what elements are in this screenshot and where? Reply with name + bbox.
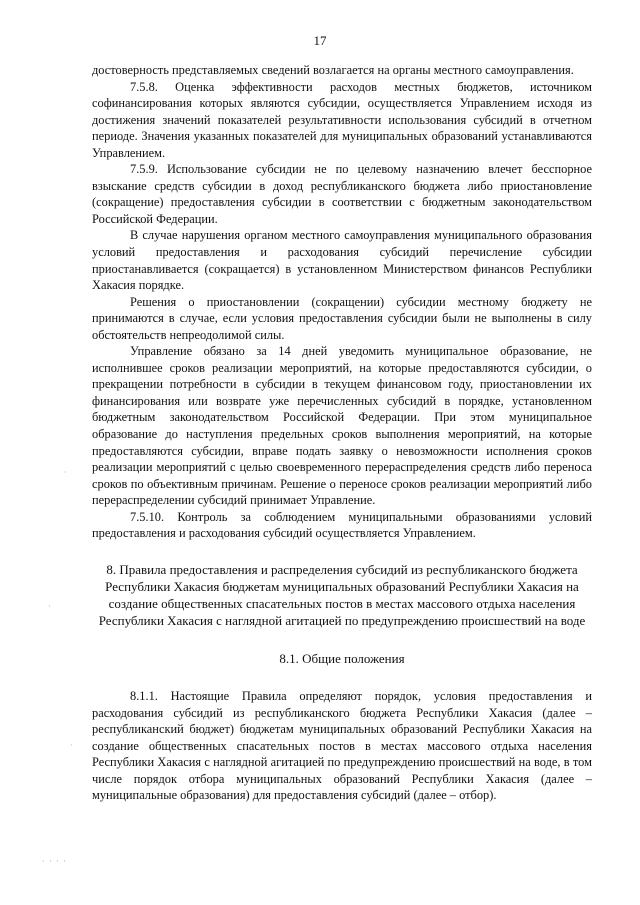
margin-dot: · [64,468,67,477]
paragraph-continuation: достоверность представляемых сведений возлагается на органы местного самоуправления. [92,63,574,77]
paragraph-7-5-9: 7.5.9. Использование субсидии не по целевому назначению влечет бесспорное взыскание средств субсидии в доход республиканского бюджета либо приостановление (сокращение) предоставления субсидии в соответствии с бюджетным законодательством Российской Федерации. [92,162,592,226]
paragraph-suspension-decisions: Решения о приостановлении (сокращении) субсидии местному бюджету не принимаются в случае, если условия предоставления субсидии были не выполнены в силу обстоятельств непреодолимой силы. [92,294,592,342]
paragraph-violation: В случае нарушения органом местного самоуправления муниципального образования условий предоставления и расходования субсидий перечисление субсидии приостанавливается (сокращается) в установленном Министерством финансов Республики Хакасия порядке. [92,228,592,293]
section-title: 8. Правила предоставления и распределения субсидий из республиканского бюджета Республики Хакасия бюджетам муниципальных образований Республики Хакасия на создание общественных спасательных постов в местах массового отдыха населения Республики Хакасия с наглядной агитацией по предупреждению происшествий на воде [98,561,586,628]
margin-dot: · [70,741,73,750]
paragraph-7-5-8: 7.5.8. Оценка эффективности расходов местных бюджетов, источником софинансирования которых являются субсидии, осуществляется Управлением исходя из достижения значений показателей результативности использования субсидий в отчетном периоде. Значения указанных показателей для муниципальных образований устанавливаются Управлением. [92,79,592,160]
margin-dot: · [48,602,51,611]
scan-smudge: · · · · [42,857,67,866]
paragraph-8-1-1: 8.1.1. Настоящие Правила определяют порядок, условия предоставления и расходования субсидий из республиканского бюджета Республики Хакасия (далее – республиканский бюджет) бюджетам муниципальных образований Республики Хакасия на создание общественных спасательных постов в местах массового отдыха населения Республики Хакасия с наглядной агитацией по предупреждению происшествий на воде, в том числе порядок отбора муниципальных образований Республики Хакасия (далее – муниципальные образования) для предоставления субсидий (далее – отбор). [92,689,592,803]
document-body [92,62,592,804]
page-number: 17 [313,33,327,48]
paragraph-7-5-10: 7.5.10. Контроль за соблюдением муниципальными образованиями условий предоставления и расходования субсидий осуществляется Управлением. [92,509,592,541]
subsection-title: 8.1. Общие положения [279,651,405,667]
paragraph-notification: Управление обязано за 14 дней уведомить муниципальное образование, не исполнившее сроков реализации мероприятий, на которые предоставляются субсидии, о прекращении потребности в субсидии в текущем финансовом году, приостановлении их финансирования или возврате уже перечисленных субсидий в порядке, установленном бюджетным законодательством Российской Федерации. При этом муниципальное образование до наступления предельных сроков выполнения мероприятий, на которые предоставляются субсидии, вправе подать заявку о невозможности исполнения сроков реализации мероприятий с целью своевременного перераспределения средств либо переноса сроков по объективным причинам. Решение о переносе сроков реализации мероприятий либо перераспределении субсидий принимает Управление. [92,344,592,508]
